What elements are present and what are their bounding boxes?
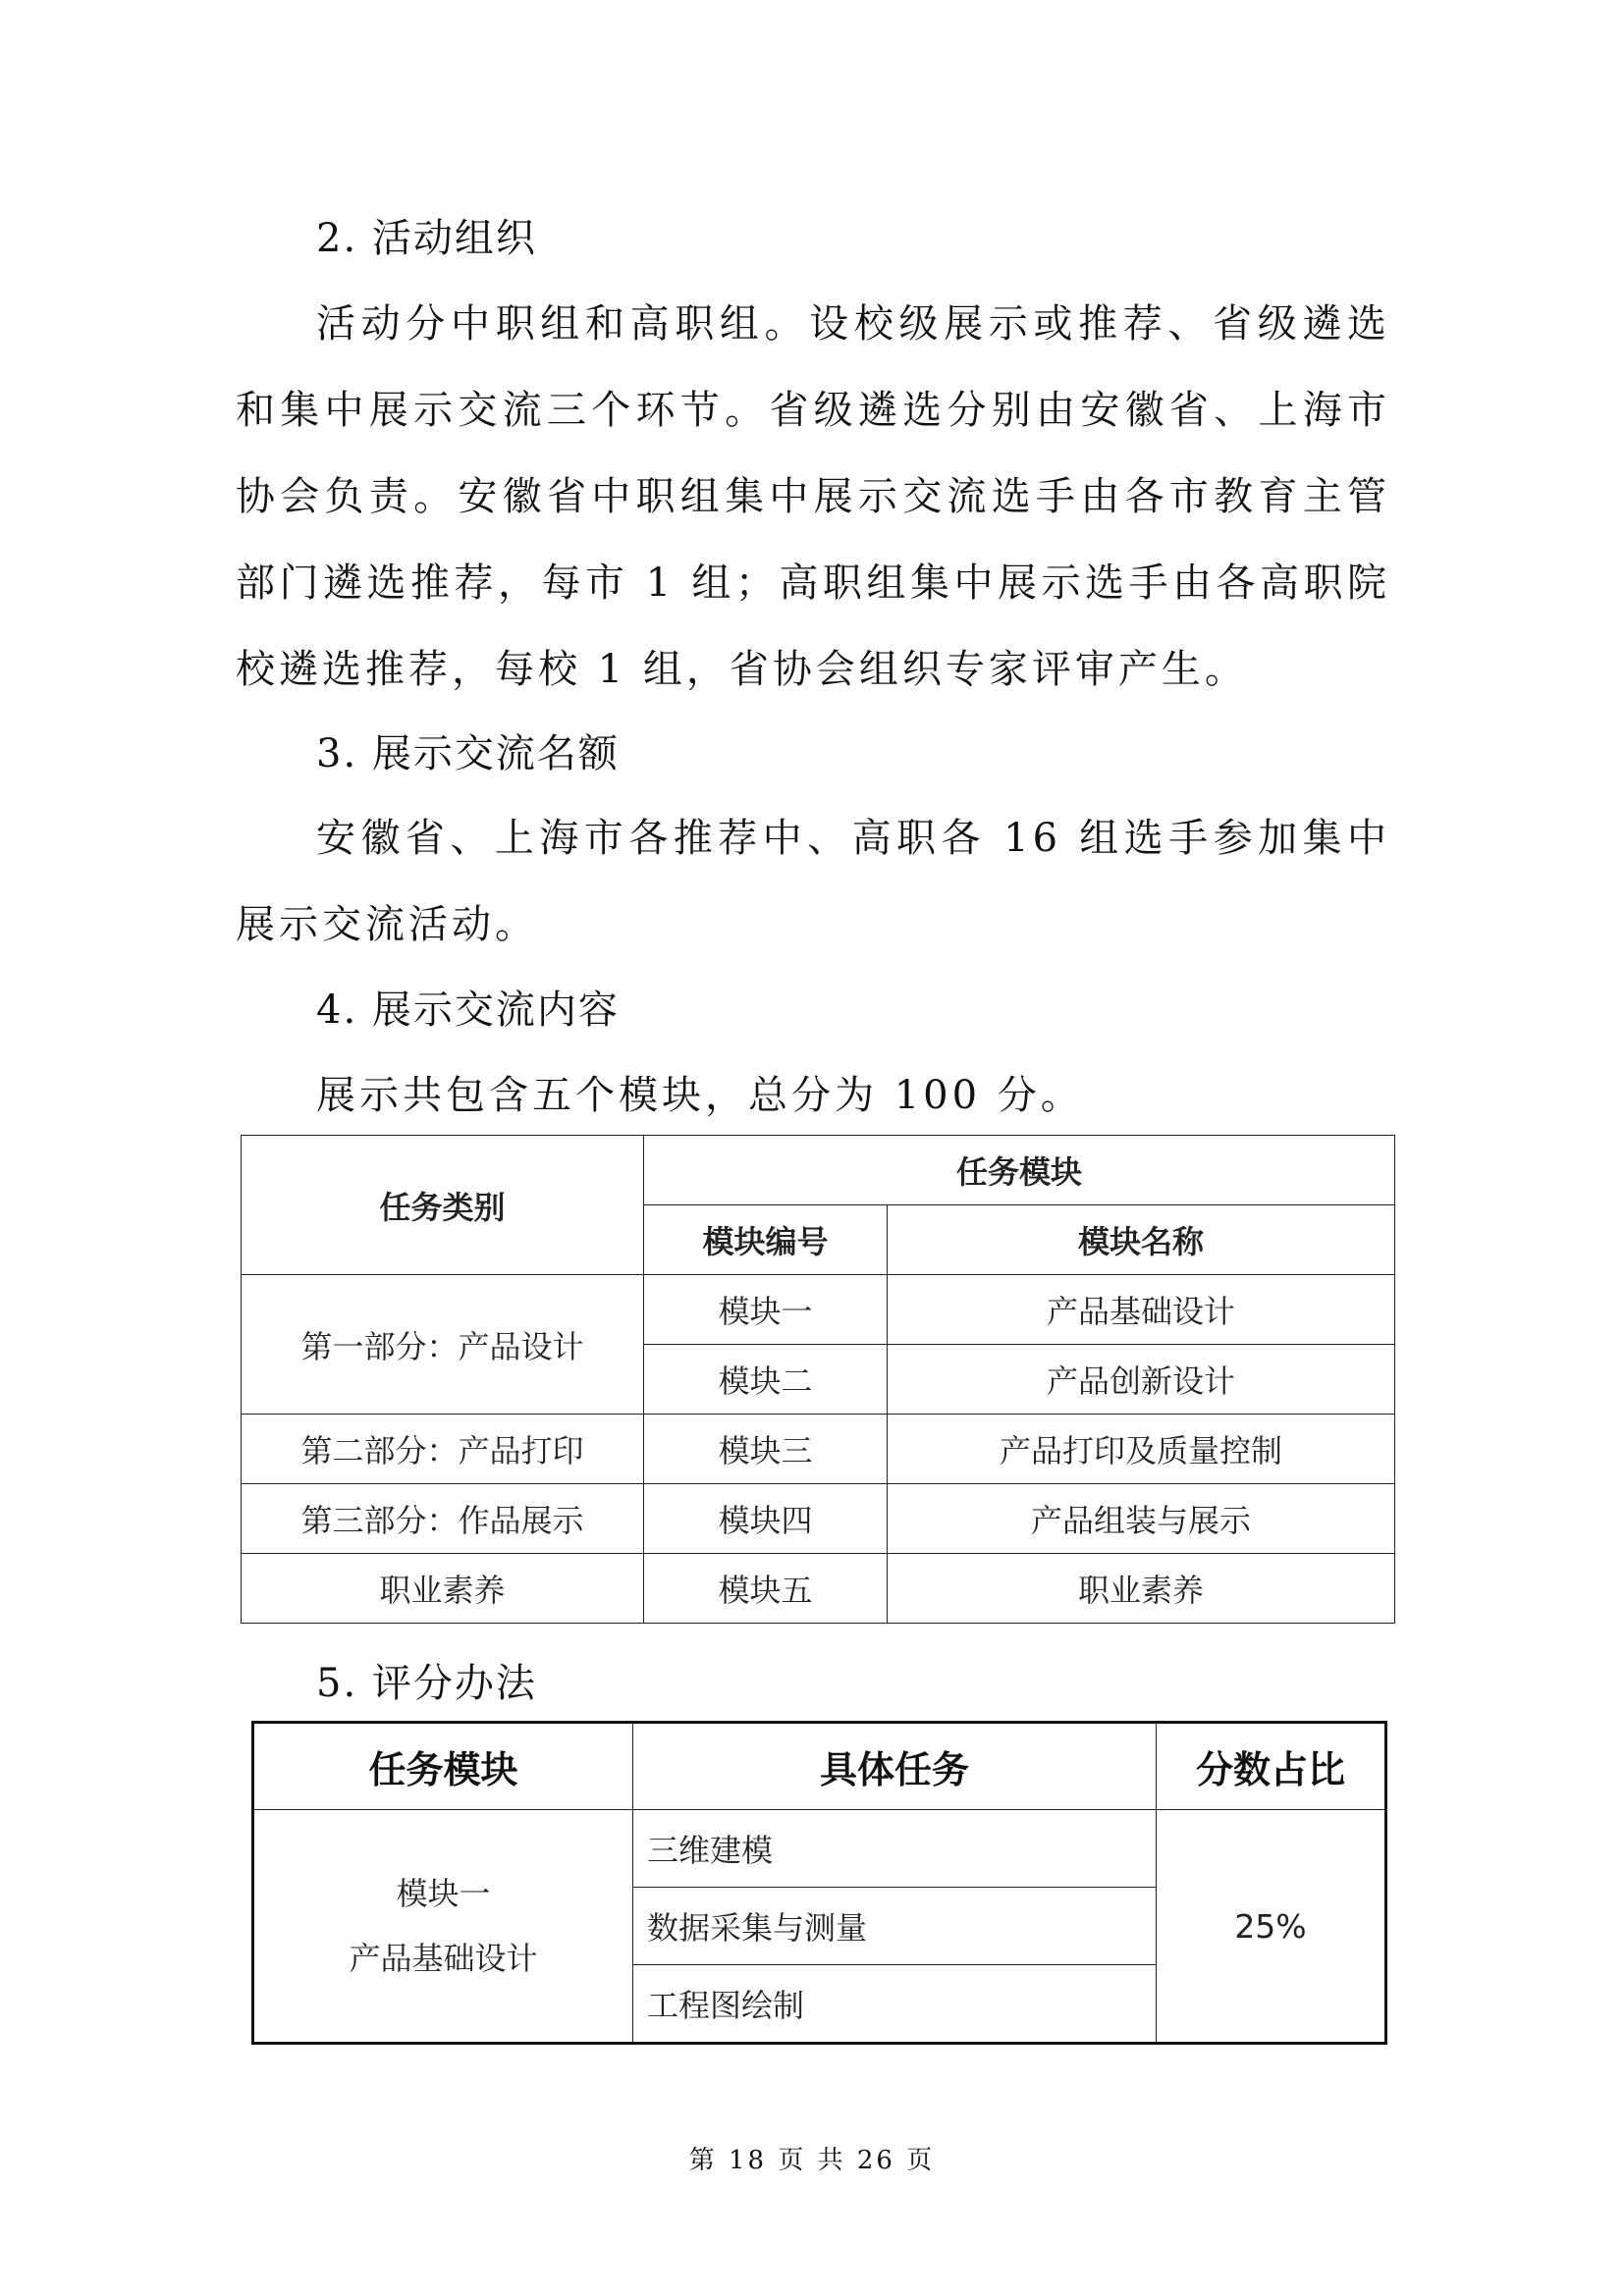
module-no-cell: 模块四 (644, 1484, 888, 1554)
header-module: 任务模块 (253, 1723, 633, 1810)
category-cell: 第一部分：产品设计 (242, 1275, 644, 1415)
module-name-cell: 产品基础设计 (888, 1275, 1395, 1345)
section-5-title: 5. 评分办法 (316, 1661, 537, 1706)
header-module-name: 模块名称 (888, 1205, 1395, 1275)
module-name-cell: 产品打印及质量控制 (888, 1415, 1395, 1484)
header-task-module: 任务模块 (644, 1136, 1395, 1205)
table-row (253, 1810, 1386, 1888)
section-2-body: 活动分中职组和高职组。设校级展示或推荐、省级遴选和集中展示交流三个环节。省级遴选分别由安徽省、上海市协会负责。安徽省中职组集中展示交流选手由各市教育主管部门遴选推荐，每市 1 组；高职组集中展示选手由各高职院校遴选推荐，每校 1 组，省协会组织专家评审产生。 (236, 301, 1390, 692)
table-row (242, 1484, 1395, 1554)
table-row (242, 1275, 1395, 1345)
module-no-cell: 模块二 (644, 1345, 888, 1415)
module-cell (253, 1810, 633, 2044)
footer-total-pages: 26 (856, 2146, 895, 2175)
footer-label-post: 页 (906, 2146, 936, 2175)
section-2-title: 2. 活动组织 (316, 216, 537, 261)
module-no-cell: 模块一 (644, 1275, 888, 1345)
section-3-title: 3. 展示交流名额 (316, 731, 620, 776)
module-line-1: 模块一 (396, 1875, 491, 1912)
table-row (242, 1554, 1395, 1624)
module-table (241, 1135, 1395, 1624)
footer-current-page: 18 (729, 2146, 768, 2175)
module-name-cell: 产品组装与展示 (888, 1484, 1395, 1554)
ratio-cell: 25% (1157, 1810, 1386, 2044)
module-no-cell: 模块三 (644, 1415, 888, 1484)
module-no-cell: 模块五 (644, 1554, 888, 1624)
header-task: 具体任务 (633, 1723, 1157, 1810)
module-line-2: 产品基础设计 (349, 1940, 538, 1977)
task-cell: 三维建模 (633, 1810, 1157, 1888)
footer-label-mid: 页 共 (778, 2146, 846, 2175)
section-4-title: 4. 展示交流内容 (316, 988, 620, 1033)
category-cell: 职业素养 (242, 1554, 644, 1624)
table-row (242, 1415, 1395, 1484)
task-cell: 工程图绘制 (633, 1965, 1157, 2044)
header-ratio: 分数占比 (1157, 1723, 1386, 1810)
module-name-cell: 产品创新设计 (888, 1345, 1395, 1415)
section-3-body: 安徽省、上海市各推荐中、高职各 16 组选手参加集中展示交流活动。 (236, 816, 1390, 947)
section-4-body: 展示共包含五个模块，总分为 100 分。 (316, 1073, 1084, 1118)
category-cell: 第三部分：作品展示 (242, 1484, 644, 1554)
page-footer (0, 2140, 1624, 2176)
header-module-no: 模块编号 (644, 1205, 888, 1275)
header-category: 任务类别 (242, 1136, 644, 1275)
task-cell: 数据采集与测量 (633, 1888, 1157, 1965)
module-name-cell: 职业素养 (888, 1554, 1395, 1624)
category-cell: 第二部分：产品打印 (242, 1415, 644, 1484)
footer-label-pre: 第 (688, 2146, 718, 2175)
scoring-table (251, 1721, 1387, 2045)
